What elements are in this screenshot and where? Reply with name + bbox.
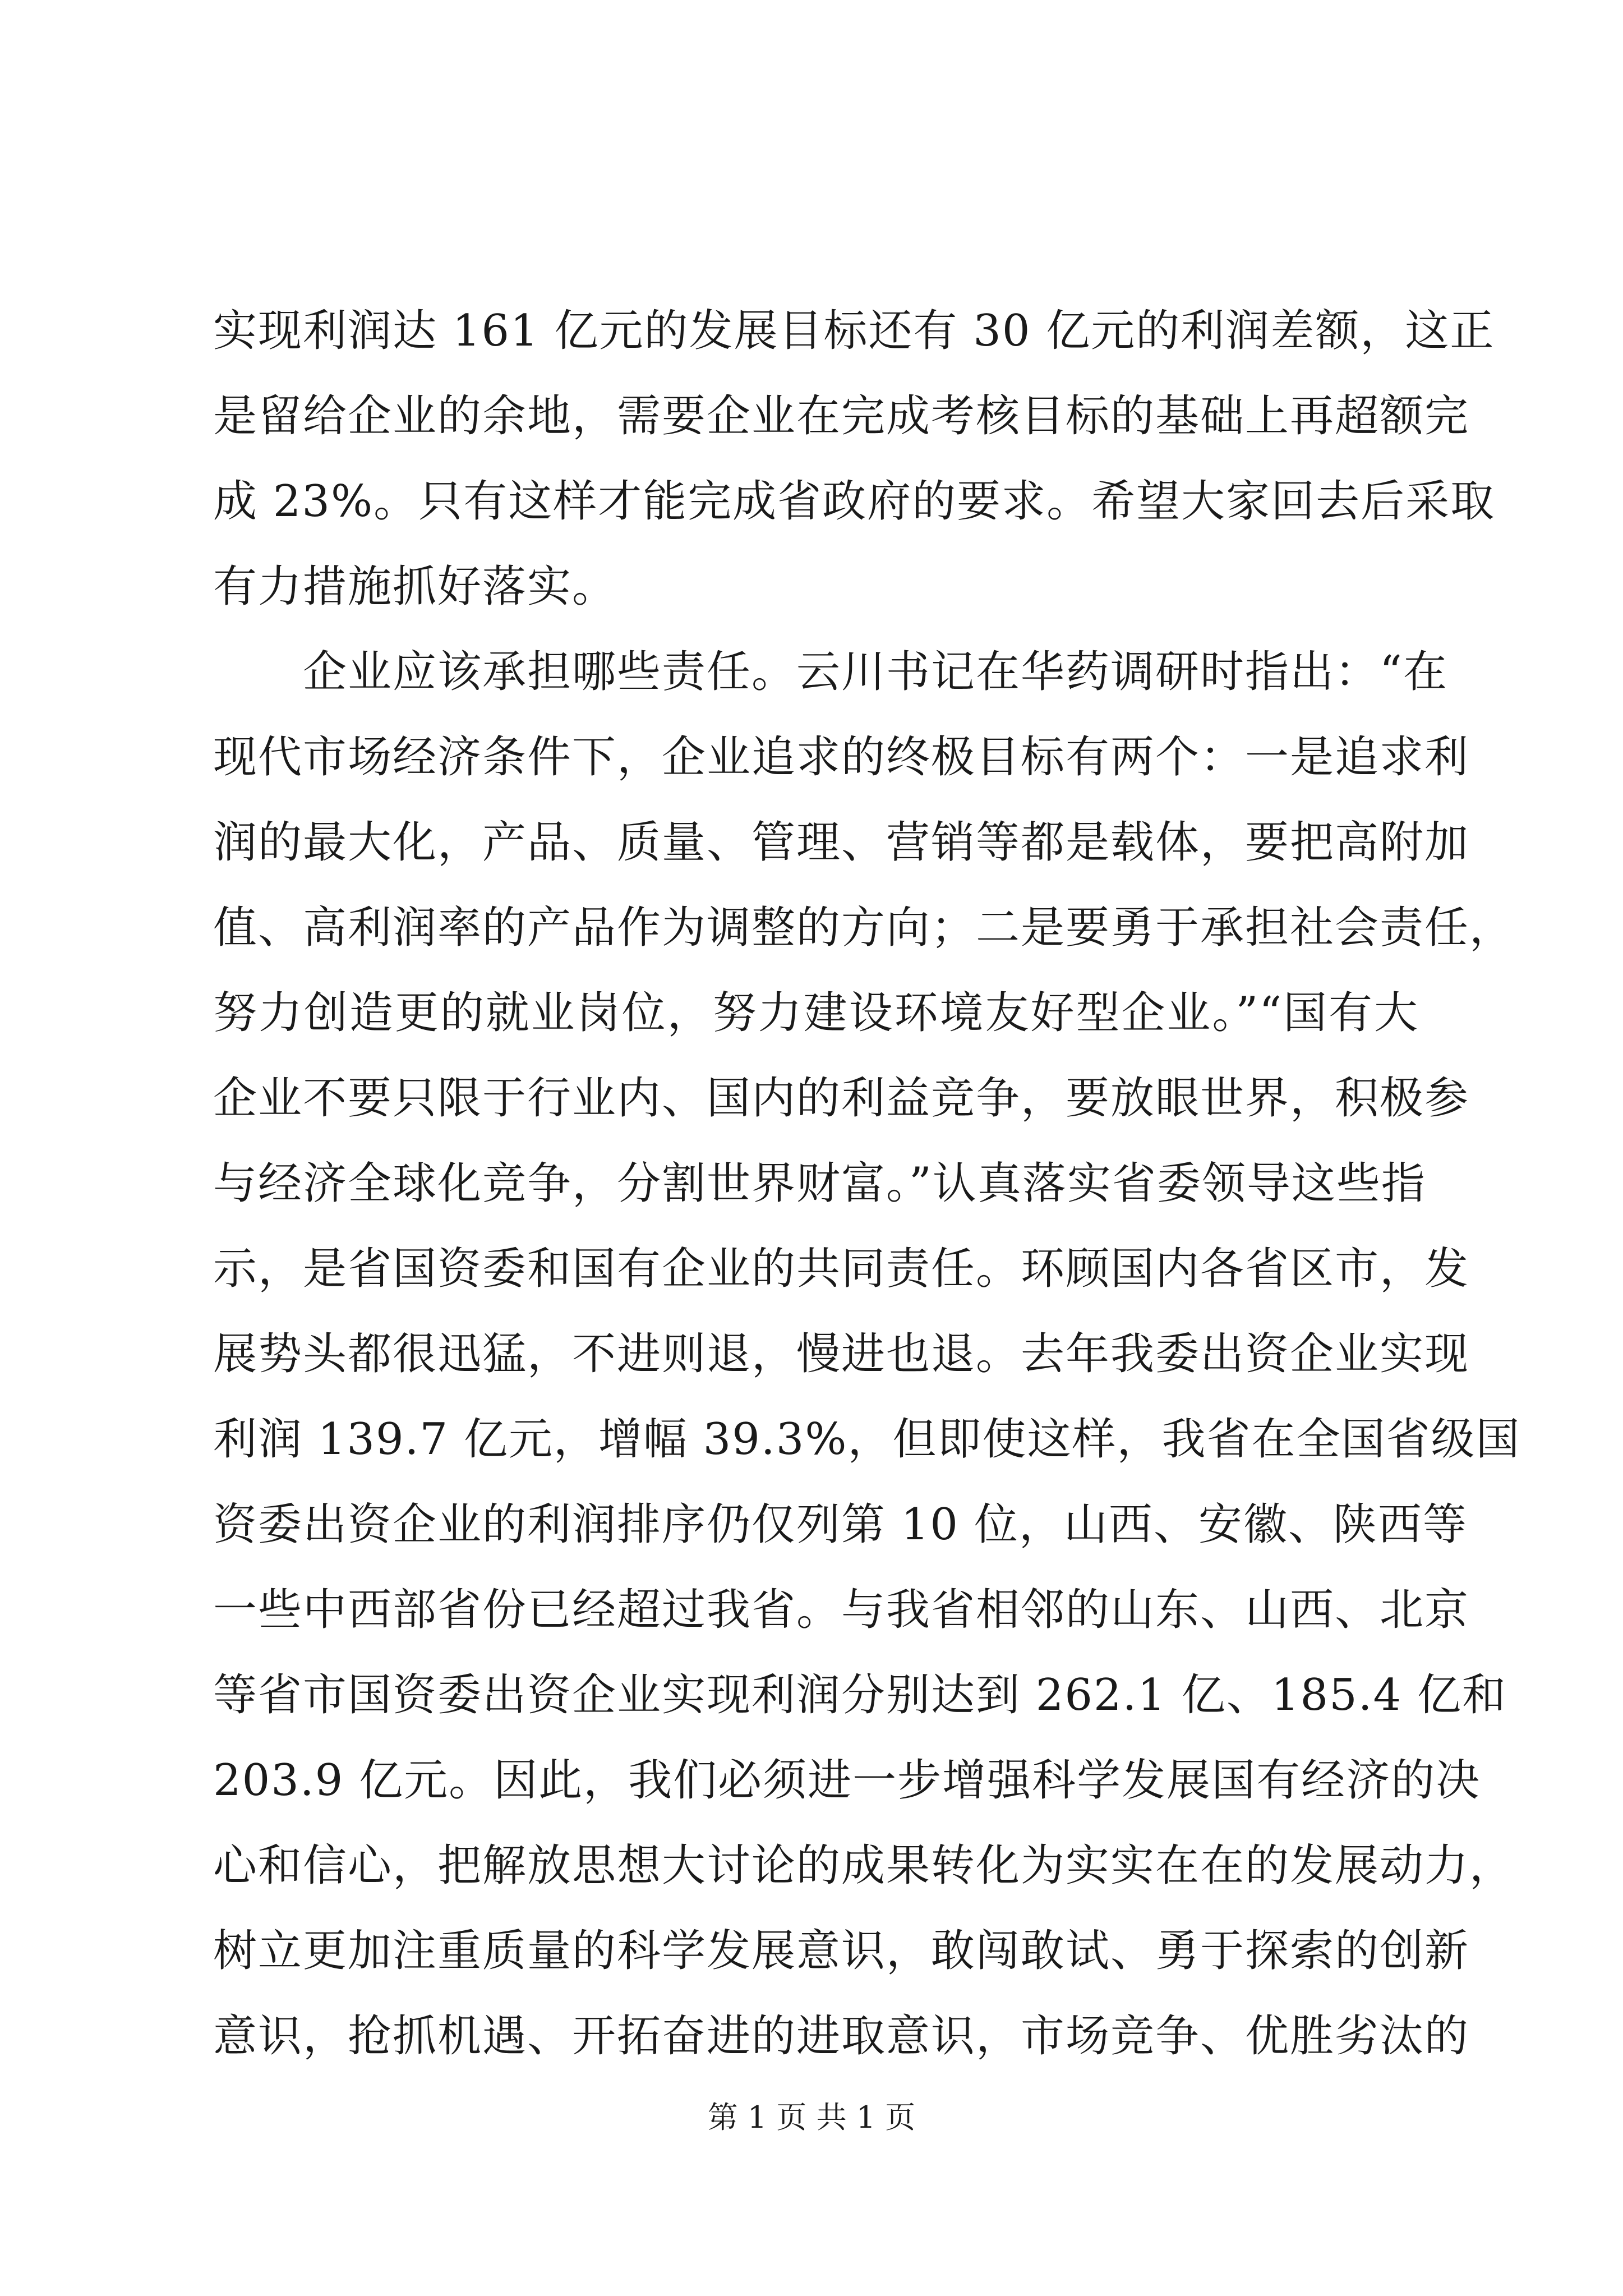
- body-text-line: 资委出资企业的利润排序仍仅列第 10 位，山西、安徽、陕西等: [213, 1499, 1468, 1550]
- body-text-line: 实现利润达 161 亿元的发展目标还有 30 亿元的利润差额，这正: [213, 306, 1495, 356]
- page-footer: 第 1 页 共 1 页: [707, 2100, 916, 2135]
- body-text-line: 树立更加注重质量的科学发展意识，敢闯敢试、勇于探索的创新: [213, 1926, 1470, 1976]
- body-text-line: 利润 139.7 亿元，增幅 39.3%，但即使这样，我省在全国省级国: [213, 1414, 1521, 1465]
- body-text-line: 有力措施抓好落实。: [213, 562, 617, 612]
- body-text-line: 意识，抢抓机遇、开拓奋进的进取意识，市场竞争、优胜劣汰的: [213, 2011, 1470, 2062]
- body-text-line: 努力创造更的就业岗位，努力建设环境友好型企业。”“国有大: [213, 988, 1419, 1038]
- body-text-line: 是留给企业的余地，需要企业在完成考核目标的基础上再超额完: [213, 391, 1470, 441]
- body-text-line: 润的最大化，产品、质量、管理、营销等都是载体，要把高附加: [213, 817, 1470, 868]
- body-text-line: 与经济全球化竞争，分割世界财富。”认真落实省委领导这些指: [213, 1158, 1426, 1209]
- body-text-line: 心和信心，把解放思想大讨论的成果转化为实实在在的发展动力，: [213, 1841, 1515, 1891]
- body-text-line: 值、高利润率的产品作为调整的方向；二是要勇于承担社会责任，: [213, 903, 1515, 953]
- body-text-line: 示，是省国资委和国有企业的共同责任。环顾国内各省区市，发: [213, 1244, 1470, 1294]
- body-text-line: 203.9 亿元。因此，我们必须进一步增强科学发展国有经济的决: [213, 1755, 1481, 1806]
- body-text-line: 展势头都很迅猛，不进则退，慢进也退。去年我委出资企业实现: [213, 1329, 1470, 1379]
- body-text-line: 现代市场经济条件下，企业追求的终极目标有两个：一是追求利: [213, 732, 1470, 783]
- body-text-line: 一些中西部省份已经超过我省。与我省相邻的山东、山西、北京: [213, 1585, 1470, 1635]
- body-text-line: 成 23%。只有这样才能完成省政府的要求。希望大家回去后采取: [213, 476, 1496, 527]
- body-text-line: 企业不要只限于行业内、国内的利益竞争，要放眼世界，积极参: [213, 1073, 1470, 1124]
- body-text-line: 等省市国资委出资企业实现利润分别达到 262.1 亿、185.4 亿和: [213, 1670, 1507, 1720]
- paragraph-first-line: 企业应该承担哪些责任。云川书记在华药调研时指出：“在: [303, 647, 1448, 697]
